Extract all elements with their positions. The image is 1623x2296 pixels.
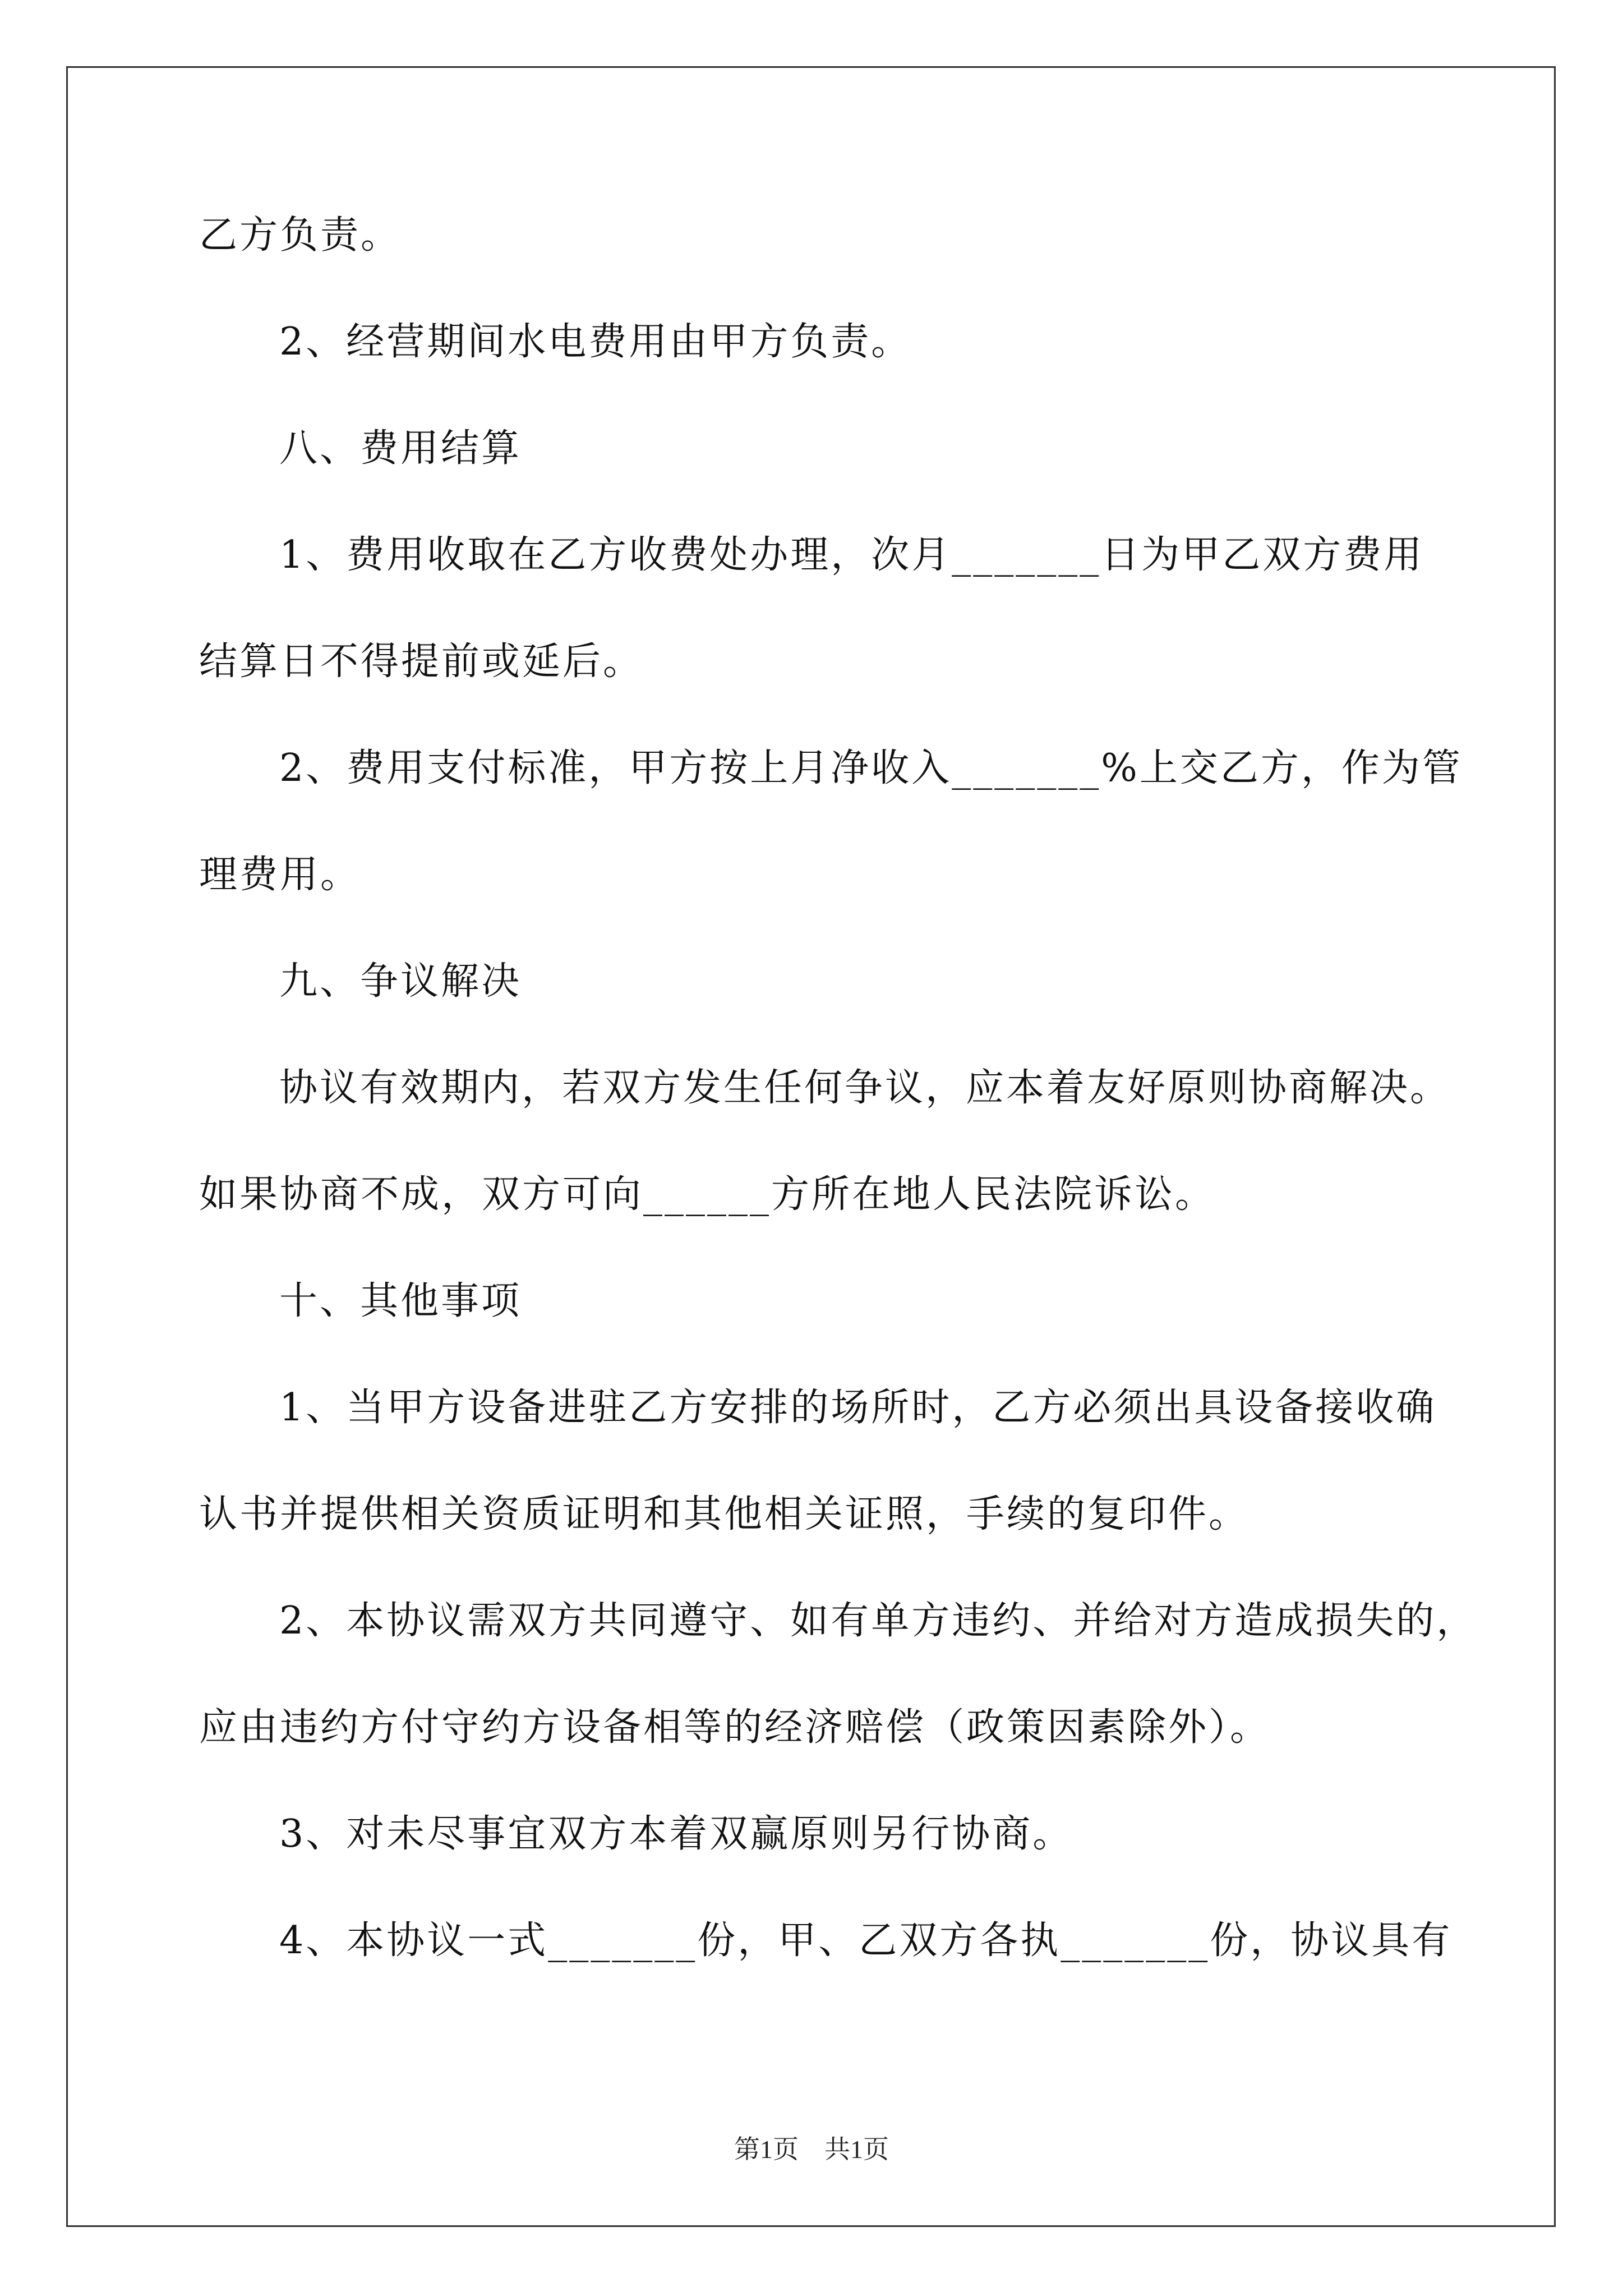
text-line-13: 认书并提供相关资质证明和其他相关证照，手续的复印件。 <box>199 1492 1249 1536</box>
text-line-14: 2、本协议需双方共同遵守、如有单方违约、并给对方造成损失的， <box>279 1599 1477 1643</box>
text-line-15: 应由违约方付守约方设备相等的经济赔偿（政策因素除外）。 <box>199 1705 1271 1750</box>
text-line-4: 1、费用收取在乙方收费处办理，次月_______日为甲乙双方费用 <box>279 533 1424 577</box>
page-number: 第1页 共1页 <box>734 2135 889 2164</box>
text-line-12: 1、当甲方设备进驻乙方安排的场所时，乙方必须出具设备接收确 <box>279 1386 1437 1430</box>
text-line-17: 4、本协议一式_______份，甲、乙双方各执_______份，协议具有 <box>279 1918 1453 1963</box>
text-line-6: 2、费用支付标准，甲方按上月净收入_______%上交乙方，作为管 <box>279 746 1463 790</box>
text-line-9: 协议有效期内，若双方发生任何争议，应本着友好原则协商解决。 <box>279 1066 1451 1110</box>
text-line-16: 3、对未尽事宜双方本着双赢原则另行协商。 <box>279 1812 1073 1856</box>
text-line-10: 如果协商不成，双方可向______方所在地人民法院诉讼。 <box>199 1172 1216 1217</box>
section-heading-9: 九、争议解决 <box>279 959 522 1004</box>
text-line-1: 乙方负责。 <box>199 213 402 257</box>
document-body <box>199 213 1477 2025</box>
section-heading-8: 八、费用结算 <box>279 426 522 471</box>
text-line-2: 2、经营期间水电费用由甲方负责。 <box>279 320 912 364</box>
text-line-5: 结算日不得提前或延后。 <box>199 639 644 684</box>
text-line-7: 理费用。 <box>199 853 361 897</box>
section-heading-10: 十、其他事项 <box>279 1279 522 1323</box>
